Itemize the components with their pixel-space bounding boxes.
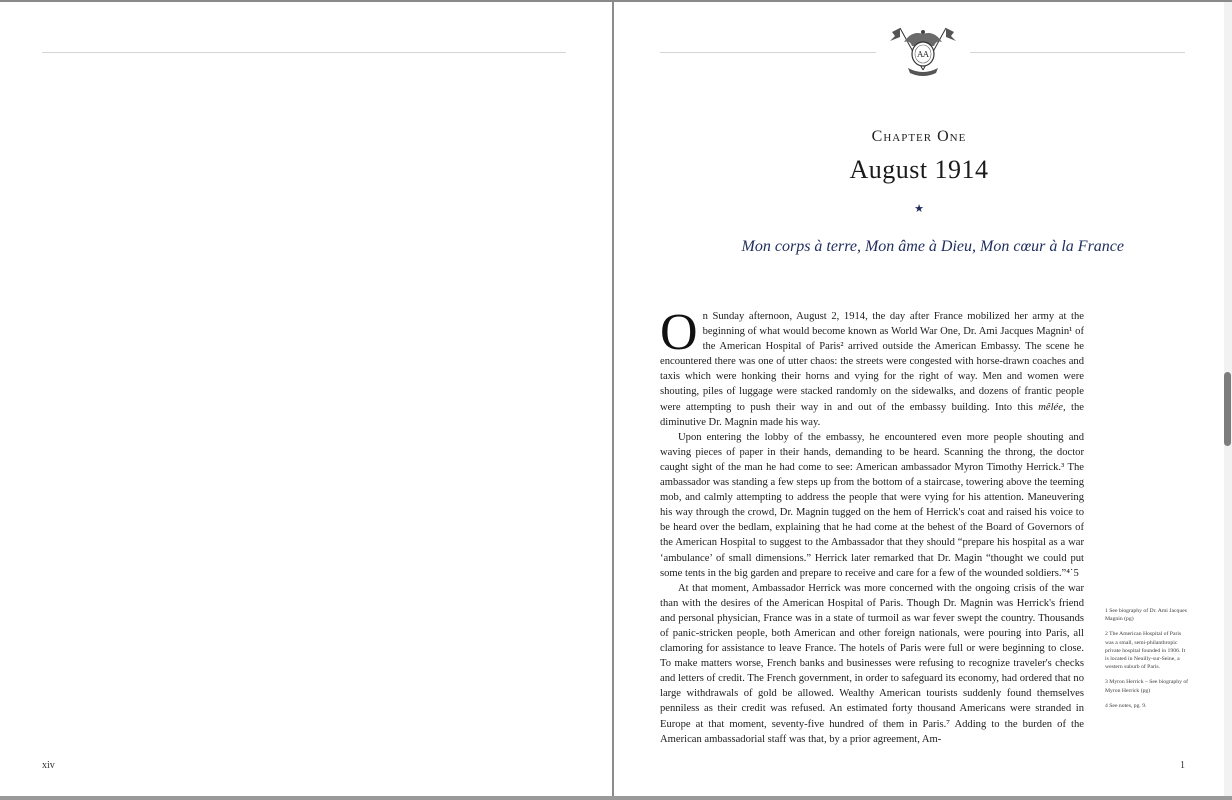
paragraph-1 [660,309,1084,430]
chapter-label: Chapter One [871,128,967,145]
scrollbar-thumb[interactable] [1224,372,1231,446]
drop-cap: O [660,309,698,361]
star-ornament-icon: ★ [914,203,924,215]
paragraph-3: At that moment, Ambassador Herrick was more concerned with the ongoing crisis of the war than with the desires of the American Hospital of Paris. Though Dr. Magnin was Herrick's friend and personal physician, France was in a state of turmoil as war fever swept the country. Thousands of panic-stricken people, both American and other foreign nationals, were pouring into Paris, all clamoring for assistance to leave France. The hotels of Paris were full or were beginning to close. To make matters worse, French banks and businesses were refusing to recognize traveler's checks and letters of credit. The French government, in order to safeguard its economy, had ordered that no large withdrawals of gold be allowed. Wealthy American tourists suddenly found themselves penniless as their credit was refused. An estimated forty thousand Americans were stranded in Europe at that moment, seventy-five hundred of them in Paris.⁷ Adding to the burden of the American ambassadorial staff was that, by a prior agreement, Am- [660,582,1084,745]
chapter-body [660,309,1084,749]
header-rule-left [42,52,566,53]
paragraph-1-italic: mêlée [1038,401,1063,413]
crest-emblem-icon [888,24,958,82]
viewer-bottom-edge [0,796,1232,800]
left-page [0,2,612,796]
sidenote-2: 2 The American Hospital of Paris was a small, semi-philanthropic private hospital founded in 1906. It is located in Neuilly-sur-Seine, a western suburb of Paris. [1105,631,1186,671]
chapter-title: August 1914 [849,155,989,184]
header-rule-right-b [970,52,1185,53]
right-page-number: 1 [1180,760,1185,771]
header-rule-right-a [660,52,876,53]
left-page-number: xiv [42,760,55,771]
sidenote-4: 4 See notes, pg. 9. [1105,702,1147,709]
chapter-epigraph: Mon corps à terre, Mon âme à Dieu, Mon cœur à la France [741,238,1124,255]
sidenote-3: 3 Myron Herrick – See biography of Myron Herrick (pg) [1105,679,1189,694]
paragraph-1-text: n Sunday afternoon, August 2, 1914, the day after France mobilized her army at the beginning of what would become known as World War One, Dr. Ami Jacques Magnin¹ of the American Hospital of Paris² arrived outside the American Embassy. The scene he encountered there was one of utter chaos: the streets were congested with horse-drawn coaches and taxis which were honking their horns and vying for the right of way. Men and women were shouting, piles of luggage were stacked randomly on the sidewalks, and dozens of frantic people were attempting to push their way in and out of the embassy building. Into this [660,311,1084,413]
right-page [614,2,1224,796]
sidenote-1: 1 See biography of Dr. Ami Jacques Magnin (pg) [1105,608,1187,623]
svg-text:AA: AA [917,50,929,59]
paragraph-1-text-end: , the diminutive Dr. Magnin made his way. [660,401,1084,428]
sidenotes [1105,607,1189,717]
paragraph-2: Upon entering the lobby of the embassy, he encountered even more people shouting and waving pieces of paper in their hands, demanding to be heard. Scanning the throng, the doctor caught sight of the man he had come to see: American ambassador Myron Timothy Herrick.³ The ambassador was standing a few steps up from the bottom of a staircase, towering above the teeming mob, and calmly attempting to address the people that were vying for his attention. Maneuvering his way through the crowd, Dr. Magnin tugged on the hem of Herrick's coat and raised his voice to be heard over the bedlam, explaining that he had come at the behest of the Board of Governors of the American Hospital to suggest to the Ambassador that they should “prepare his hospital as a war ‘ambulance’ of small dimensions.” Herrick later remarked that Dr. Magin “thought we could put some tents in the big garden and prepare to receive and care for a few of the wounded soldiers.”⁴˙5 [660,431,1084,579]
